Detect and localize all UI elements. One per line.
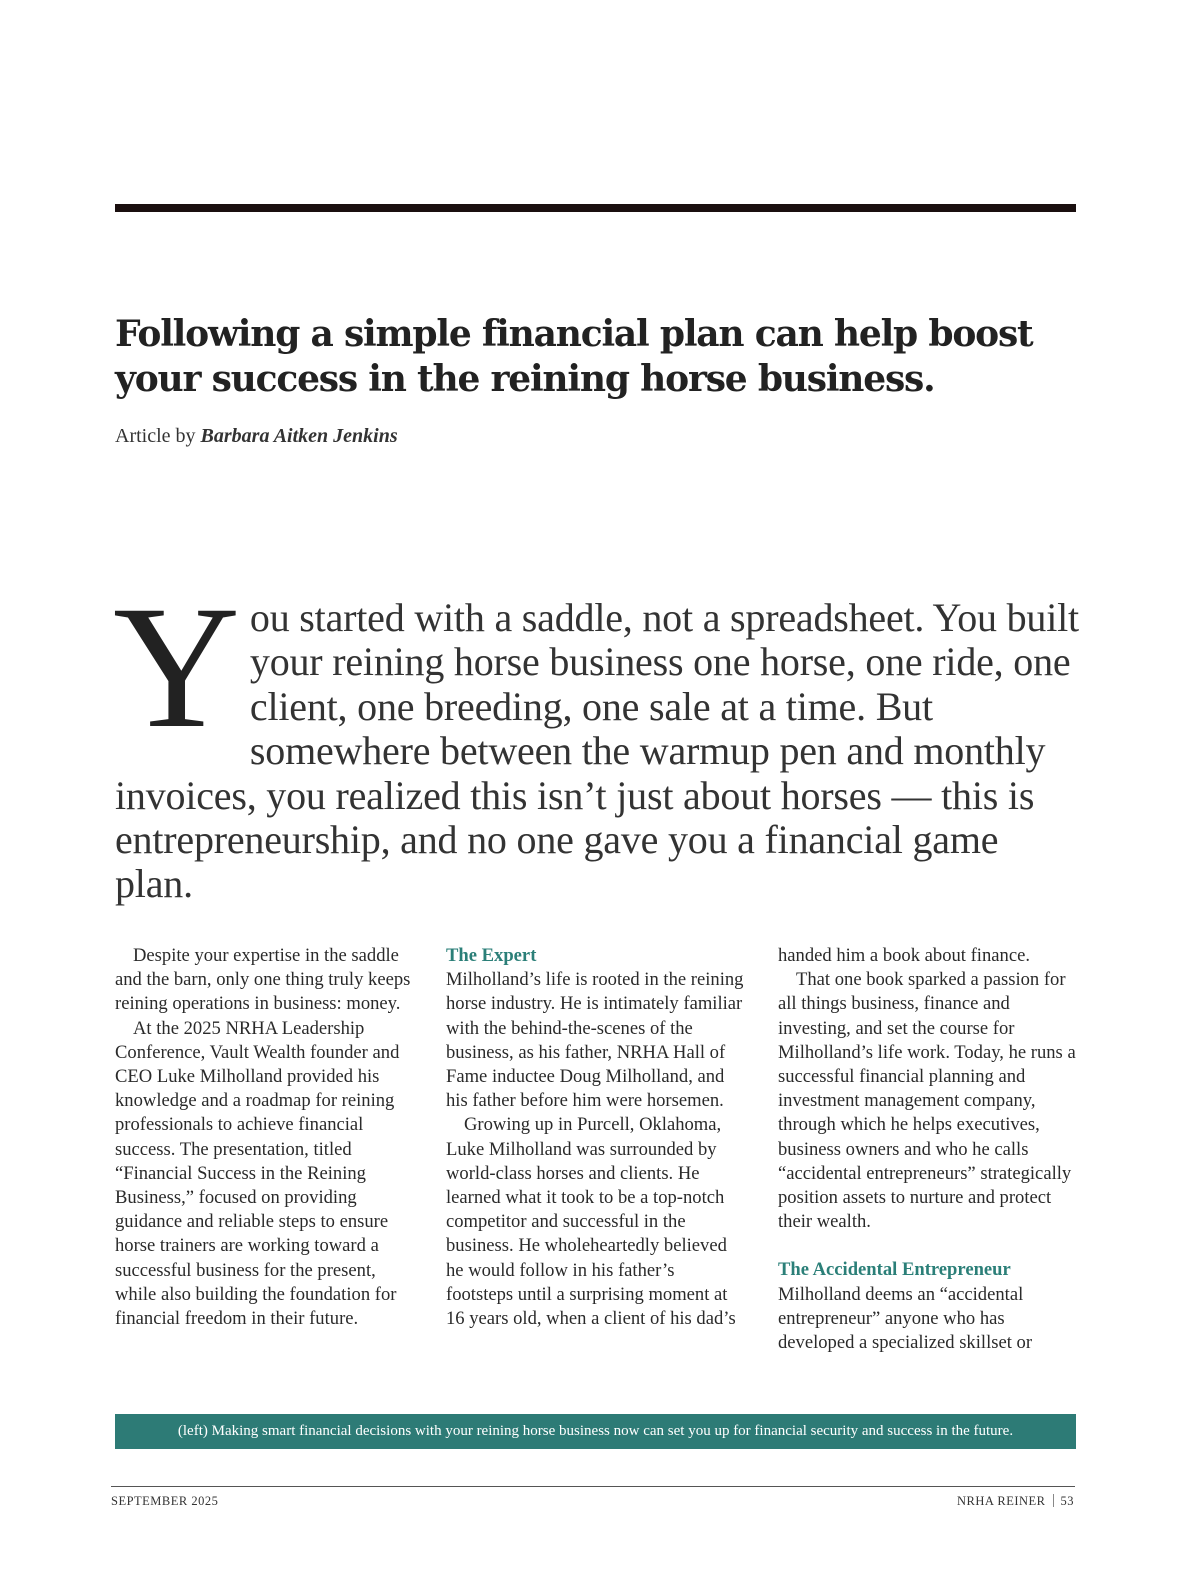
body-paragraph: That one book sparked a passion for all things business, finance and investing, and set the course for Milholland’s life work. Today, he runs a successful financial planning and investment management company, through which he helps executives, business owners and who he calls “accidental entrepreneurs” strategically position assets to nurture and protect their wealth. [778,969,1076,1233]
footer-publication: NRHA REINER [957,1494,1046,1508]
body-paragraph: Milholland deems an “accidental entrepreneur” anyone who has developed a specialized skillset or [778,1283,1033,1354]
body-paragraph: Despite your expertise in the saddle and the barn, only one thing truly keeps reining operations in business: money. [115,945,411,1015]
lead-text: ou started with a saddle, not a spreadsheet. You built your reining horse business one horse, one ride, one client, one breeding, one sale at a time. But somewhere between the warmup pen and monthly invoices, you realized this isn’t just about horses — this is entrepreneurship, and no one gave you a financial game plan. [115,595,1079,907]
body-paragraph: handed him a book about finance. [778,945,1030,966]
footer-issue-date: SEPTEMBER 2025 [111,1494,219,1508]
lead-paragraph [113,570,1080,907]
drop-cap: Y [113,570,240,765]
column-1 [115,944,413,1331]
byline [115,425,398,448]
byline-prefix: Article by [115,425,196,447]
subhead-the-expert: The Expert [446,945,537,966]
body-paragraph: At the 2025 NRHA Leadership Conference, Vault Wealth founder and CEO Luke Milholland provided his knowledge and a roadmap for reining professionals to achieve financial success. The presentation, titled “Financial Success in the Reining Business,” focused on providing guidance and reliable steps to ensure horse trainers are working toward a successful business for the present, while also building the foundation for financial freedom in their future. [115,1017,400,1330]
body-paragraph: Growing up in Purcell, Oklahoma, Luke Milholland was surrounded by world-class horses and clients. He learned what it took to be a top-notch competitor and successful in the business. He wholeheartedly believed he would follow in his father’s footsteps until a surprising moment at 16 years old, when a client of his dad’s [446,1114,736,1330]
page-number: 53 [1060,1494,1074,1508]
body-paragraph: Milholland’s life is rooted in the reining horse industry. He is intimately familiar with the behind-the-scenes of the business, as his father, NRHA Hall of Fame inductee Doug Milholland, and his father before him were horsemen. [446,969,744,1112]
section-gap [778,1234,1076,1258]
byline-author: Barbara Aitken Jenkins [200,425,398,447]
headline: Following a simple financial plan can help boost your success in the reining horse business. [115,313,1033,400]
footer-separator [1053,1494,1054,1507]
footer-folio [957,1494,1074,1509]
top-rule [115,204,1076,212]
footer-rule [111,1486,1075,1487]
column-2 [446,944,744,1331]
photo-caption: (left) Making smart financial decisions with your reining horse business now can set you up for financial security and success in the future. [115,1414,1076,1449]
column-3 [778,944,1076,1355]
subhead-accidental-entrepreneur: The Accidental Entrepreneur [778,1259,1011,1281]
